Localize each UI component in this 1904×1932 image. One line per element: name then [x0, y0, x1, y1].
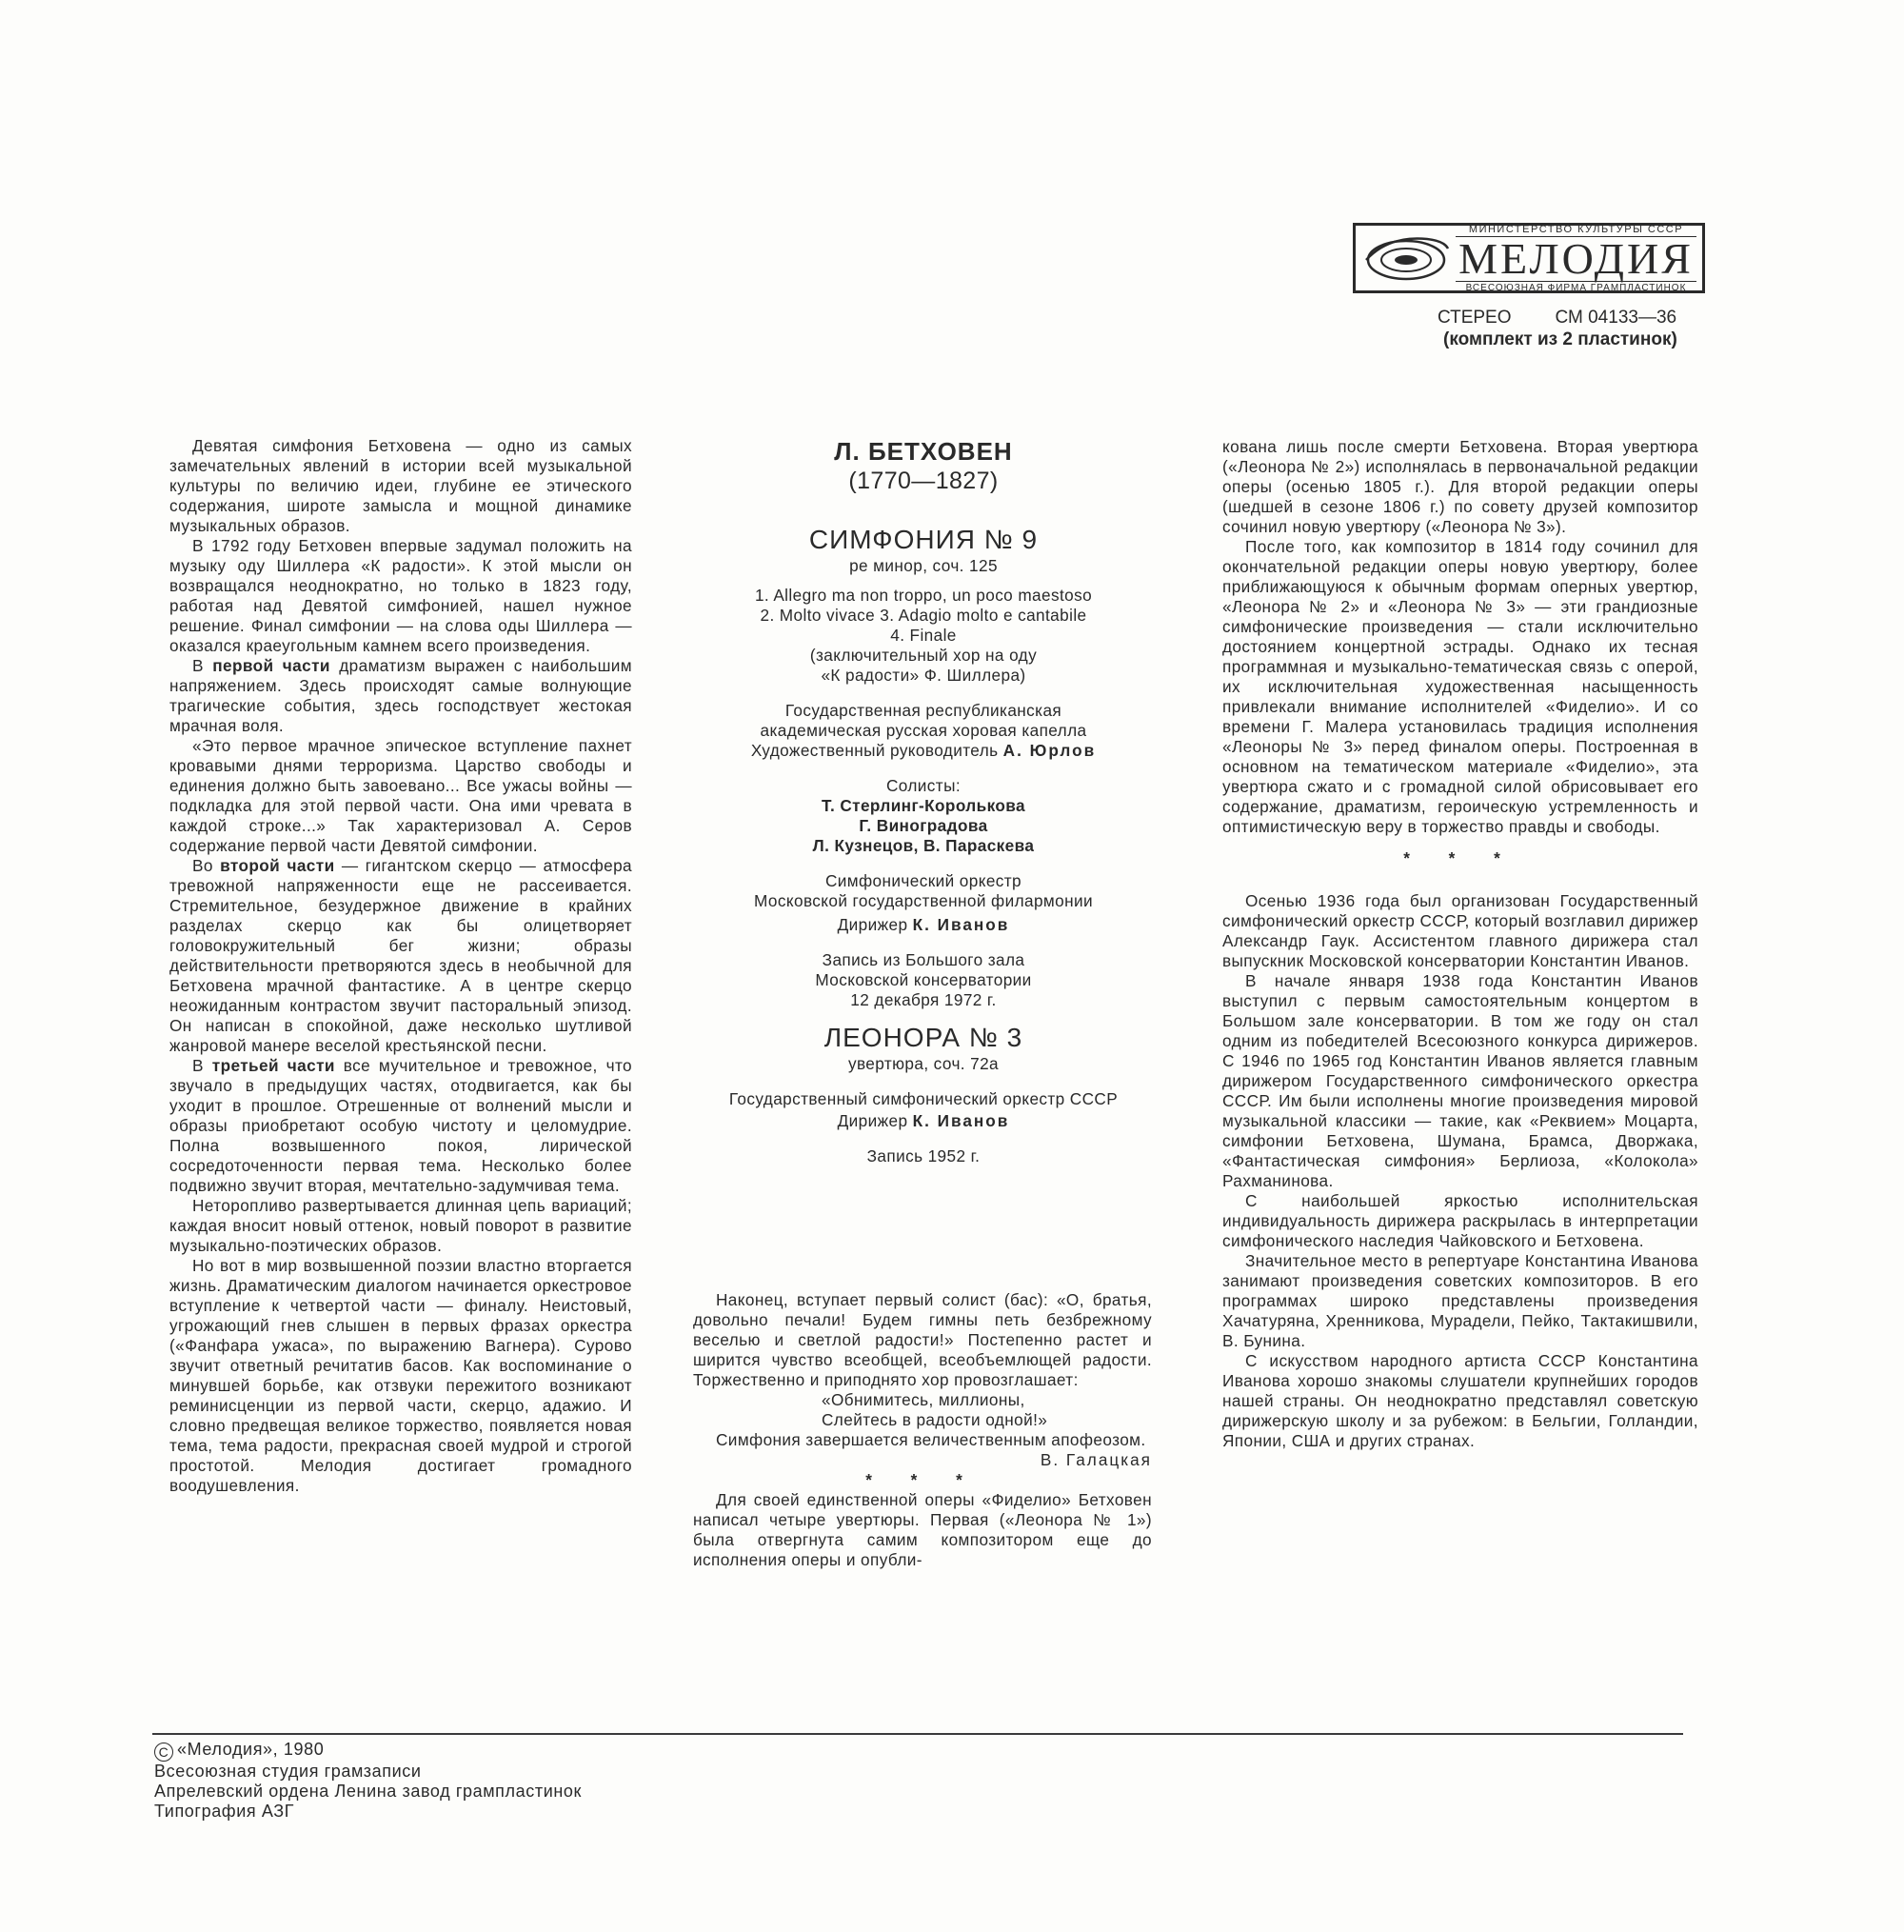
paragraph: В первой части драматизм выражен с наибольшим напряжением. Здесь происходят самые волнующие трагические события, здесь господствует жестокая мрачная воля.	[169, 656, 632, 735]
format-label: СТЕРЕО	[1438, 308, 1512, 328]
symphony-key: ре минор, соч. 125	[849, 556, 998, 575]
soloists-label: Солисты:	[885, 776, 962, 795]
movement-line: 1. Allegro ma non troppo, un poco maestoso	[754, 586, 1093, 605]
recording-line: 12 декабря 1972 г.	[850, 990, 997, 1009]
choir-director: Художественный руководитель А. Юрлов	[750, 741, 1097, 760]
paragraph: В 1792 году Бетховен впервые задумал положить на музыку оду Шиллера «К радости». К этой мысли он возвращался неоднократно, но только в 1823 году, работая над Девятой симфонией, нашел нужное решение. Финал симфонии — на слова оды Шиллера — оказался краеугольным камнем всего произведения.	[169, 536, 632, 655]
choir-line: академическая русская хоровая капелла	[760, 721, 1087, 740]
movement-line: 4. Finale	[890, 626, 957, 645]
soloist: Т. Стерлинг-Королькова	[822, 796, 1025, 815]
paragraph: Неторопливо развертывается длинная цепь вариаций; каждая вносит новый оттенок, новый поворот в развитие музыкально-поэтических образов.	[169, 1196, 632, 1255]
copyright-line: C «Мелодия», 1980	[154, 1740, 582, 1762]
overture-conductor: Дирижер К. Иванов	[837, 1111, 1010, 1130]
paragraph: С наибольшей яркостью исполнительская индивидуальность дирижера раскрылась в интерпретации симфонического наследия Чайковского и Бетховена.	[1222, 1191, 1698, 1250]
paragraph: Наконец, вступает первый солист (бас): «О, братья, довольно печали! Будем гимны петь безбрежному веселью и светлой радости!» Постепенно растет и ширится чувство всеобщей, всеобъемлющей радости. Торжественно и приподнято хор провозглашает:	[693, 1290, 1152, 1389]
movement-line: «К радости» Ф. Шиллера)	[821, 666, 1026, 685]
paragraph: В третьей части все мучительное и тревожное, что звучало в предыдущих частях, отодвигается, как бы уходит в прошлое. Отрешенные от волнений мысли и образы приобретают особую чистоту и целомудрие. Полна возвышенного покоя, лирической сосредоточенности первая тема. Несколько более подвижно звучит вторая, мечтательно-задумчивая тема.	[169, 1056, 632, 1195]
overture-orchestra: Государственный симфонический оркестр СССР	[728, 1089, 1119, 1108]
paragraph: кована лишь после смерти Бетховена. Вторая увертюра («Леонора № 2») исполнялась в первоначальной редакции оперы (осенью 1805 г.). Для второй редакции оперы (шедшей в сезоне 1806 г.) по совету друзей композитор сочинил новую увертюру («Леонора № 3»).	[1222, 437, 1698, 536]
orchestra-line: Московской государственной филармонии	[754, 891, 1093, 910]
imprint	[154, 1740, 582, 1822]
recording-line: Московской консерватории	[815, 970, 1032, 989]
paragraph: В начале января 1938 года Константин Иванов выступил с первым самостоятельным концертом в Большом зале консерватории. В том же году он стал одним из победителей Всесоюзного конкурса дирижеров. С 1946 по 1965 год Константин Иванов является главным дирижером Государственного симфонического оркестра СССР. Им были исполнены многие произведения мировой музыкальной классики — такие, как «Реквием» Моцарта, симфонии Бетховена, Шумана, Брамса, Дворжака, «Фантастическая симфония» Берлиоза, «Колокола» Рахманинова.	[1222, 971, 1698, 1190]
middle-column-text	[693, 1290, 1152, 1570]
poem-line: Слейтесь в радости одной!»	[822, 1410, 1048, 1429]
paragraph: Симфония завершается величественным апофеозом.	[716, 1430, 1146, 1449]
paragraph: Но вот в мир возвышенной поэзии властно вторгается жизнь. Драматическим диалогом начинается оркестровое вступление к четвертой части — финалу. Неистовый, угрожающий гнев слышен в первых фразах оркестра («Фанфара ужаса», по выражению Вагнера). Сурово звучит ответный речитатив басов. Как воспоминание о минувшей борьбе, как отзвуки пережитого возникают реминисценции из первой части, скерцо, адажио. И словно предвещая великое торжество, появляется новая тема, тема радости, прекрасная своей мудрой и строгой простотой. Мелодия достигает громадного воодушевления.	[169, 1256, 632, 1495]
overture-sub: увертюра, соч. 72а	[847, 1054, 1000, 1073]
highlight-first-movement: первой части	[212, 656, 330, 675]
paragraph: Значительное место в репертуаре Константина Иванова занимают произведения советских композиторов. В его программах широко представлены произведения Хачатуряна, Хренникова, Мурадели, Пейко, Тактакишвили, В. Бунина.	[1222, 1251, 1698, 1350]
paragraph: Для своей единственной оперы «Фиделио» Бетховен написал четыре увертюры. Первая («Леонора № 1») была отвергнута самим композитором еще до исполнения оперы и опубли-	[693, 1490, 1152, 1569]
logo-ministry: МИНИСТЕРСТВО КУЛЬТУРЫ СССР	[1456, 223, 1696, 237]
section-divider: * * *	[865, 1470, 980, 1489]
logo-name: МЕЛОДИЯ	[1458, 233, 1694, 283]
conductor: Дирижер К. Иванов	[837, 915, 1010, 934]
melodiya-logo	[1353, 223, 1705, 293]
set-info: (комплект из 2 пластинок)	[1443, 329, 1677, 349]
highlight-third-movement: третьей части	[211, 1056, 335, 1075]
footer-divider	[152, 1733, 1683, 1735]
movement-line: 2. Molto vivace 3. Adagio molto e cantabile	[760, 606, 1087, 625]
imprint-line: Типография АЗГ	[154, 1802, 295, 1821]
composer-name: Л. БЕТХОВЕН	[834, 437, 1013, 466]
catalog-info	[1438, 307, 1677, 350]
orchestra-line: Симфонический оркестр	[824, 871, 1022, 890]
paragraph: Осенью 1936 года был организован Государственный симфонический оркестр СССР, который возглавил дирижер Александр Гаук. Ассистентом главного дирижера стал выпускник Московской консерватории Константин Иванов.	[1222, 891, 1698, 970]
program-block	[690, 436, 1157, 1166]
highlight-second-movement: второй части	[220, 856, 335, 875]
symphony-title: СИМФОНИЯ № 9	[808, 525, 1039, 554]
left-column	[169, 436, 632, 1496]
paragraph: Во второй части — гигантском скерцо — атмосфера тревожной напряженности еще не рассеивается. Стремительное, безудержное движение в крайних разделах скерцо как бы олицетворяет головокружительный бег жизни; образы действительности претворяются здесь в необычной для Бетховена мрачной фантастике. А в центре скерцо неожиданным контрастом звучит пасторальный эпизод. Он написан в спокойной, даже несколько шутливой жанровой манере веселой крестьянской песни.	[169, 856, 633, 1055]
paragraph: После того, как композитор в 1814 году сочинил для окончательной редакции оперы новую увертюру, более приближающуюся к обычным формам оперных увертюр, «Леонора № 2» и «Леонора № 3» — эти грандиозные симфонические произведения — стали исключительно достоянием концертной эстрады. Однако их тесная программная и музыкально-тематическая связь с оперой, их исключительная художественная насыщенность привлекали внимание исполнителей «Фиделио». И со времени Г. Малера установилась традиция исполнения «Леоноры № 3» перед финалом оперы. Построенная в основном на тематическом материале «Фиделио», эта увертюра сжато и с громадной силой обрисовывает его содержание, драматизм, героическую устремленность и оптимистическую веру в торжество правды и свободы.	[1222, 537, 1698, 836]
soloist: Л. Кузнецов, В. Параскева	[812, 836, 1035, 855]
imprint-line: Апрелевский ордена Ленина завод грампластинок	[154, 1782, 582, 1801]
poem-line: «Обнимитесь, миллионы,	[822, 1390, 1025, 1409]
right-column	[1222, 437, 1698, 1451]
catalog-number: СМ 04133—36	[1555, 308, 1677, 328]
copyright-icon: C	[154, 1743, 173, 1762]
recording-line: Запись из Большого зала	[822, 950, 1025, 969]
paragraph: С искусством народного артиста СССР Константина Иванова хорошо знакомы слушатели крупнейших городов нашей страны. Он неоднократно представлял советскую дирижерскую школу и за рубежом: в Бельгии, Голландии, Японии, США и других странах.	[1222, 1351, 1698, 1450]
paragraph: «Это первое мрачное эпическое вступление пахнет кровавыми днями терроризма. Царство свободы и единения должно быть завоевано... Все ужасы войны — подкладка для этой первой части. Она ими чревата в каждой строке...» Так характеризовал А. Серов содержание первой части Девятой симфонии.	[169, 736, 632, 855]
author-signature: В. Галацкая	[1040, 1450, 1152, 1469]
soloist: Г. Виноградова	[859, 816, 988, 835]
composer-years: (1770—1827)	[848, 468, 999, 494]
imprint-line: Всесоюзная студия грамзаписи	[154, 1762, 422, 1781]
logo-firm: ВСЕСОЮЗНАЯ ФИРМА ГРАМПЛАСТИНОК	[1456, 281, 1696, 294]
choir-line: Государственная республиканская	[784, 701, 1062, 720]
melodiya-emblem-icon	[1356, 226, 1456, 290]
overture-title: ЛЕОНОРА № 3	[823, 1023, 1023, 1052]
paragraph: Девятая симфония Бетховена — одно из самых замечательных явлений в истории всей музыкальной культуры по величию идеи, глубине ее этического содержания, широте замысла и мощной динамике музыкальных образов.	[169, 436, 632, 535]
overture-recording: Запись 1952 г.	[866, 1146, 981, 1165]
section-divider: * * *	[1403, 848, 1517, 867]
movement-line: (заключительный хор на оду	[809, 646, 1038, 665]
